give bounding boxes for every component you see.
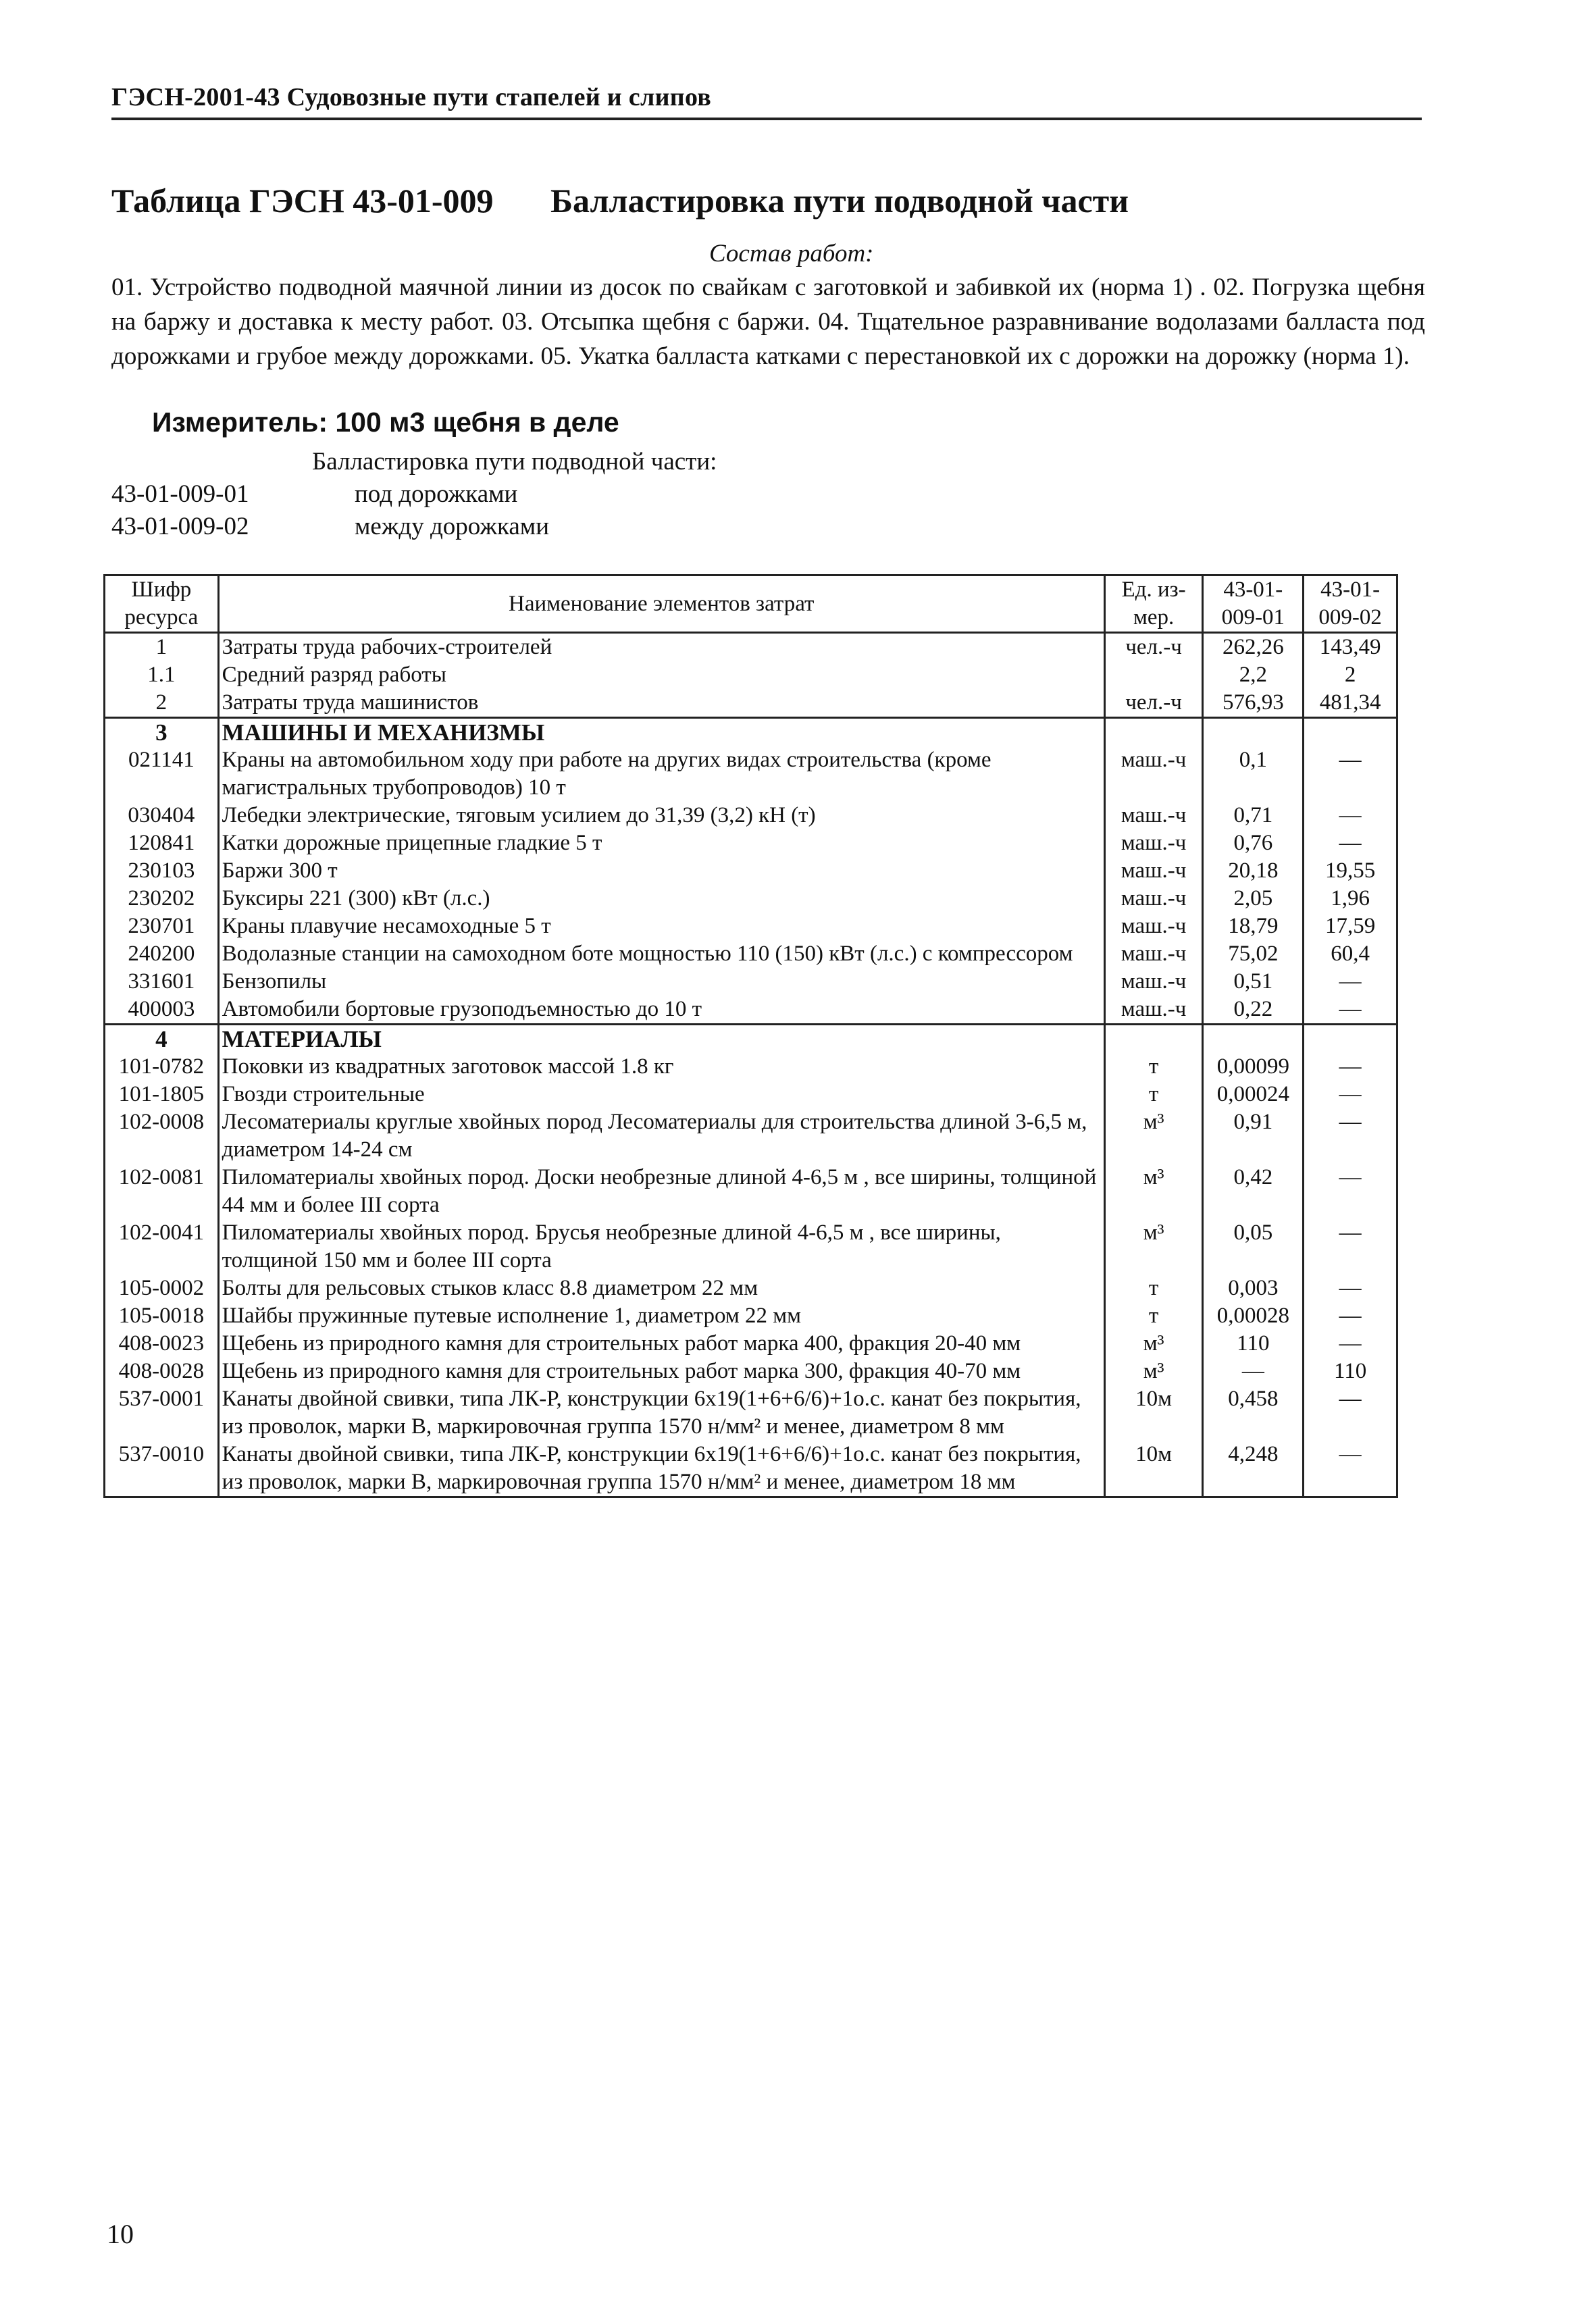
cell-code: 101-1805 (105, 1081, 219, 1108)
cell-v1 (1203, 718, 1304, 747)
cell-name: Буксиры 221 (300) кВт (л.с.) (218, 885, 1104, 912)
header-unit: Ед. из-мер. (1104, 575, 1203, 633)
cell-name: Краны на автомобильном ходу при работе на других видах строительства (кроме магистральных трубопроводов) 10 т (218, 746, 1104, 802)
cell-unit: чел.-ч (1104, 689, 1203, 718)
cell-unit: м³ (1104, 1330, 1203, 1358)
table-row (105, 1081, 1397, 1108)
cell-v1: 0,91 (1203, 1108, 1304, 1164)
cell-code: 105-0002 (105, 1275, 219, 1302)
table-row (105, 1302, 1397, 1330)
cell-v1: 110 (1203, 1330, 1304, 1358)
cell-v2: — (1304, 829, 1397, 857)
cell-unit: т (1104, 1302, 1203, 1330)
cell-name: Поковки из квадратных заготовок массой 1.8 кг (218, 1053, 1104, 1081)
cell-v1: 18,79 (1203, 912, 1304, 940)
cell-unit: маш.-ч (1104, 968, 1203, 996)
cell-v1: 0,76 (1203, 829, 1304, 857)
cell-code: 230202 (105, 885, 219, 912)
cell-v2: — (1304, 1164, 1397, 1219)
cell-unit: м³ (1104, 1108, 1203, 1164)
cell-v1: 0,71 (1203, 802, 1304, 829)
cell-code: 537-0001 (105, 1385, 219, 1441)
table-row (105, 1025, 1397, 1054)
table-row (105, 912, 1397, 940)
cell-unit: м³ (1104, 1358, 1203, 1385)
cell-name: Гвозди строительные (218, 1081, 1104, 1108)
cell-v1: 0,22 (1203, 996, 1304, 1025)
cell-code: 4 (105, 1025, 219, 1054)
cell-name: Шайбы пружинные путевые исполнение 1, диаметром 22 мм (218, 1302, 1104, 1330)
cell-v2: — (1304, 1302, 1397, 1330)
table-row (105, 689, 1397, 718)
cell-code: 102-0008 (105, 1108, 219, 1164)
cell-v2: 2 (1304, 661, 1397, 689)
table-row (105, 1358, 1397, 1385)
cell-name: Щебень из природного камня для строительных работ марка 400, фракция 20-40 мм (218, 1330, 1104, 1358)
cell-name: Пиломатериалы хвойных пород. Доски необрезные длиной 4-6,5 м , все ширины, толщиной 44 мм и более III сорта (218, 1164, 1104, 1219)
cell-unit: т (1104, 1053, 1203, 1081)
cell-v1: 2,2 (1203, 661, 1304, 689)
cell-v1: 2,05 (1203, 885, 1304, 912)
cell-unit: маш.-ч (1104, 940, 1203, 968)
cell-v2: — (1304, 1081, 1397, 1108)
cell-name: Щебень из природного камня для строительных работ марка 300, фракция 40-70 мм (218, 1358, 1104, 1385)
cell-unit (1104, 661, 1203, 689)
table-row (105, 1164, 1397, 1219)
cell-v2 (1304, 1025, 1397, 1054)
cell-code: 101-0782 (105, 1053, 219, 1081)
cell-unit: чел.-ч (1104, 633, 1203, 662)
cell-v2: — (1304, 968, 1397, 996)
cell-v1: — (1203, 1358, 1304, 1385)
cell-unit: 10м (1104, 1441, 1203, 1497)
cell-v2: 17,59 (1304, 912, 1397, 940)
cell-name: Пиломатериалы хвойных пород. Брусья необрезные длиной 4-6,5 м , все ширины, толщиной 150 мм и более III сорта (218, 1219, 1104, 1275)
header-v2: 43-01-009-02 (1304, 575, 1397, 633)
cell-name: Затраты труда машинистов (218, 689, 1104, 718)
table-row (105, 1108, 1397, 1164)
table-title-label: Таблица ГЭСН 43-01-009 (111, 182, 494, 220)
cell-code: 230103 (105, 857, 219, 885)
cell-name: Катки дорожные прицепные гладкие 5 т (218, 829, 1104, 857)
cell-name: Краны плавучие несамоходные 5 т (218, 912, 1104, 940)
cell-code: 2 (105, 689, 219, 718)
cell-v2: 481,34 (1304, 689, 1397, 718)
cell-code: 3 (105, 718, 219, 747)
cell-code: 1.1 (105, 661, 219, 689)
table-title-name: Балластировка пути подводной части (550, 182, 1129, 220)
variant-code: 43-01-009-02 (111, 513, 249, 540)
table-row (105, 1275, 1397, 1302)
cell-unit: м³ (1104, 1164, 1203, 1219)
works-description: 01. Устройство подводной маячной линии из досок по свайкам с заготовкой и забивкой их (норма 1) . 02. Погрузка щебня на баржу и доставка к месту работ. 03. Отсыпка щебня с баржи. 04. Тщательное разравнивание водолазами балласта под дорожками и грубое между дорожками. 05. Укатка балласта катками с перестановкой их с дорожки на дорожку (норма 1). (111, 274, 1425, 370)
meter-line: Измеритель: 100 м3 щебня в деле (152, 407, 619, 438)
cell-code: 537-0010 (105, 1441, 219, 1497)
cell-v2: — (1304, 996, 1397, 1025)
table-row (105, 968, 1397, 996)
cell-code: 400003 (105, 996, 219, 1025)
cell-unit (1104, 1025, 1203, 1054)
cell-v1: 0,42 (1203, 1164, 1304, 1219)
table-row (105, 718, 1397, 747)
cell-unit: т (1104, 1081, 1203, 1108)
cell-unit: т (1104, 1275, 1203, 1302)
cell-name: Водолазные станции на самоходном боте мощностью 110 (150) кВт (л.с.) с компрессором (218, 940, 1104, 968)
cell-code: 230701 (105, 912, 219, 940)
cell-v1: 0,00099 (1203, 1053, 1304, 1081)
cell-v2: 143,49 (1304, 633, 1397, 662)
table-title (111, 181, 1462, 220)
running-header: ГЭСН-2001-43 Судовозные пути стапелей и слипов (111, 82, 1422, 120)
table-row (105, 1441, 1397, 1497)
cell-code: 120841 (105, 829, 219, 857)
cell-name: Средний разряд работы (218, 661, 1104, 689)
header-v1: 43-01-009-01 (1203, 575, 1304, 633)
cell-name: Автомобили бортовые грузоподъемностью до 10 т (218, 996, 1104, 1025)
cell-v2: 110 (1304, 1358, 1397, 1385)
table-row (105, 1219, 1397, 1275)
cell-v2 (1304, 718, 1397, 747)
table-row (105, 802, 1397, 829)
cell-v2: — (1304, 1219, 1397, 1275)
cell-unit (1104, 718, 1203, 747)
cell-unit: 10м (1104, 1385, 1203, 1441)
table-row (105, 996, 1397, 1025)
cell-unit: маш.-ч (1104, 857, 1203, 885)
cell-unit: маш.-ч (1104, 996, 1203, 1025)
cell-code: 408-0028 (105, 1358, 219, 1385)
cell-v2: 1,96 (1304, 885, 1397, 912)
table-row (105, 829, 1397, 857)
cell-code: 240200 (105, 940, 219, 968)
cell-v2: — (1304, 1053, 1397, 1081)
cell-code: 105-0018 (105, 1302, 219, 1330)
table-row (105, 1385, 1397, 1441)
cell-v1: 0,1 (1203, 746, 1304, 802)
cell-name: Бензопилы (218, 968, 1104, 996)
cell-v2: 19,55 (1304, 857, 1397, 885)
cell-v2: — (1304, 1441, 1397, 1497)
table-body (105, 633, 1397, 1497)
variant-desc: между дорожками (355, 513, 549, 540)
cell-name: Баржи 300 т (218, 857, 1104, 885)
cell-unit: маш.-ч (1104, 829, 1203, 857)
cell-name: МАТЕРИАЛЫ (218, 1025, 1104, 1054)
cell-code: 102-0041 (105, 1219, 219, 1275)
table-row (105, 857, 1397, 885)
table-row (105, 661, 1397, 689)
table-row (105, 746, 1397, 802)
cell-v2: — (1304, 1385, 1397, 1441)
resources-table (103, 574, 1398, 1498)
cell-unit: маш.-ч (1104, 802, 1203, 829)
cell-v2: — (1304, 1275, 1397, 1302)
table-row (105, 940, 1397, 968)
cell-v1: 4,248 (1203, 1441, 1304, 1497)
cell-v1: 0,003 (1203, 1275, 1304, 1302)
cell-name: Затраты труда рабочих-строителей (218, 633, 1104, 662)
cell-v1: 0,00024 (1203, 1081, 1304, 1108)
cell-v1 (1203, 1025, 1304, 1054)
cell-name: Лебедки электрические, тяговым усилием до 31,39 (3,2) кН (т) (218, 802, 1104, 829)
cell-code: 021141 (105, 746, 219, 802)
cell-v1: 75,02 (1203, 940, 1304, 968)
header-code: Шифр ресурса (105, 575, 219, 633)
cell-v1: 20,18 (1203, 857, 1304, 885)
cell-name: Лесоматериалы круглые хвойных пород Лесоматериалы для строительства длиной 3-6,5 м, диаметром 14-24 см (218, 1108, 1104, 1164)
table-header-row (105, 575, 1397, 633)
cell-v2: — (1304, 746, 1397, 802)
cell-v1: 0,05 (1203, 1219, 1304, 1275)
variant-code: 43-01-009-01 (111, 480, 249, 508)
cell-v1: 0,458 (1203, 1385, 1304, 1441)
cell-unit: м³ (1104, 1219, 1203, 1275)
cell-v1: 576,93 (1203, 689, 1304, 718)
composition-label: Состав работ: (709, 240, 874, 267)
table-row (105, 633, 1397, 662)
cell-v2: — (1304, 802, 1397, 829)
cell-name: МАШИНЫ И МЕХАНИЗМЫ (218, 718, 1104, 747)
cell-v1: 0,00028 (1203, 1302, 1304, 1330)
cell-name: Канаты двойной свивки, типа ЛК-Р, конструкции 6х19(1+6+6/6)+1о.с. канат без покрытия, из проволок, марки В, маркировочная группа 1570 н/мм² и менее, диаметром 18 мм (218, 1441, 1104, 1497)
cell-name: Канаты двойной свивки, типа ЛК-Р, конструкции 6х19(1+6+6/6)+1о.с. канат без покрытия, из проволок, марки В, маркировочная группа 1570 н/мм² и менее, диаметром 8 мм (218, 1385, 1104, 1441)
variant-desc: под дорожками (355, 480, 518, 508)
header-name: Наименование элементов затрат (218, 575, 1104, 633)
cell-unit: маш.-ч (1104, 912, 1203, 940)
cell-code: 331601 (105, 968, 219, 996)
cell-code: 1 (105, 633, 219, 662)
cell-name: Болты для рельсовых стыков класс 8.8 диаметром 22 мм (218, 1275, 1104, 1302)
cell-v2: — (1304, 1330, 1397, 1358)
cell-code: 408-0023 (105, 1330, 219, 1358)
table-row (105, 1330, 1397, 1358)
cell-v1: 262,26 (1203, 633, 1304, 662)
cell-unit: маш.-ч (1104, 746, 1203, 802)
cell-v1: 0,51 (1203, 968, 1304, 996)
table-row (105, 1053, 1397, 1081)
cell-v2: — (1304, 1108, 1397, 1164)
variants-subtitle: Балластировка пути подводной части: (312, 448, 717, 475)
cell-code: 030404 (105, 802, 219, 829)
cell-v2: 60,4 (1304, 940, 1397, 968)
cell-code: 102-0081 (105, 1164, 219, 1219)
table-row (105, 885, 1397, 912)
page-number: 10 (107, 2219, 134, 2249)
cell-unit: маш.-ч (1104, 885, 1203, 912)
